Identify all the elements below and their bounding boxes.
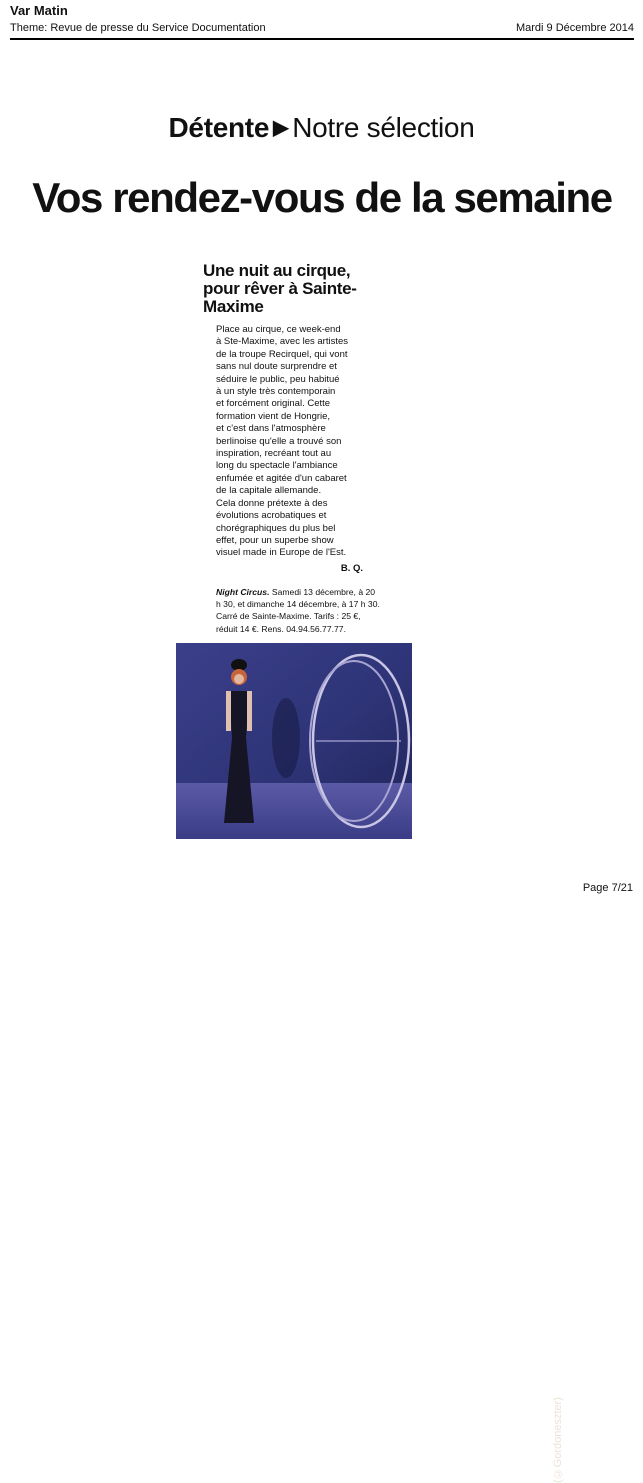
page-header: [10, 3, 634, 39]
body-line: évolutions acrobatiques et: [216, 510, 327, 522]
event-info: [216, 586, 381, 635]
body-line: à Ste-Maxime, avec les artistes: [216, 336, 348, 348]
body-line: enfumée et agitée d'un cabaret: [216, 472, 347, 484]
article-body: [216, 324, 376, 560]
page-number: Page 7/21: [582, 882, 633, 894]
show-name: Night Circus.: [216, 587, 270, 597]
body-line: et forcément original. Cette: [216, 398, 331, 410]
body-line: Place au cirque, ce week-end: [216, 324, 341, 335]
body-line: long du spectacle l'ambiance: [216, 460, 338, 472]
body-line: effet, pour un superbe show: [216, 534, 334, 546]
body-line: formation vient de Hongrie,: [216, 410, 331, 422]
section-kicker: [0, 112, 643, 144]
section-name: Détente: [168, 112, 270, 143]
theme-line: Theme: Revue de presse du Service Documentation: [10, 22, 266, 34]
body-line: de la troupe Recirquel, qui vont: [216, 348, 348, 360]
publication-name: Var Matin: [10, 3, 68, 18]
body-line: Cela donne prétexte à des: [216, 497, 328, 509]
body-line: berlinoise qu'elle a trouvé son: [216, 435, 342, 447]
article-byline: B. Q.: [340, 563, 363, 574]
body-line: séduire le public, peu habitué: [216, 373, 340, 385]
triangle-arrow-icon: ▶: [273, 117, 289, 139]
header-rule: [10, 38, 634, 40]
body-line: de la capitale allemande.: [216, 485, 322, 497]
body-line: sans nul doute surprendre et: [216, 361, 337, 373]
body-line: chorégraphiques du plus bel: [216, 522, 336, 534]
event-photo: [176, 643, 564, 1483]
body-line: visuel made in Europe de l'Est.: [216, 547, 347, 559]
article-title: Une nuit au cirque, pour rêver à Sainte-Maxime: [203, 261, 357, 316]
body-line: à un style très contemporain: [216, 386, 336, 398]
photo-credit: (©Gordoneszter): [552, 1397, 564, 1483]
event-details: Samedi 13 décembre, à 20 h 30, et dimanche 14 décembre, à 17 h 30. Carré de Sainte-Maxime. Tarifs : 25 €, réduit 14 €. Rens. 04.94.56.77.77.: [216, 587, 380, 634]
circus-photo-image: [176, 643, 412, 839]
subsection-name: Notre sélection: [292, 112, 475, 143]
body-line: et c'est dans l'atmosphère: [216, 423, 326, 435]
page-headline: Vos rendez-vous de la semaine: [32, 174, 612, 221]
body-line: inspiration, recréant tout au: [216, 448, 332, 460]
issue-date: Mardi 9 Décembre 2014: [515, 22, 634, 34]
